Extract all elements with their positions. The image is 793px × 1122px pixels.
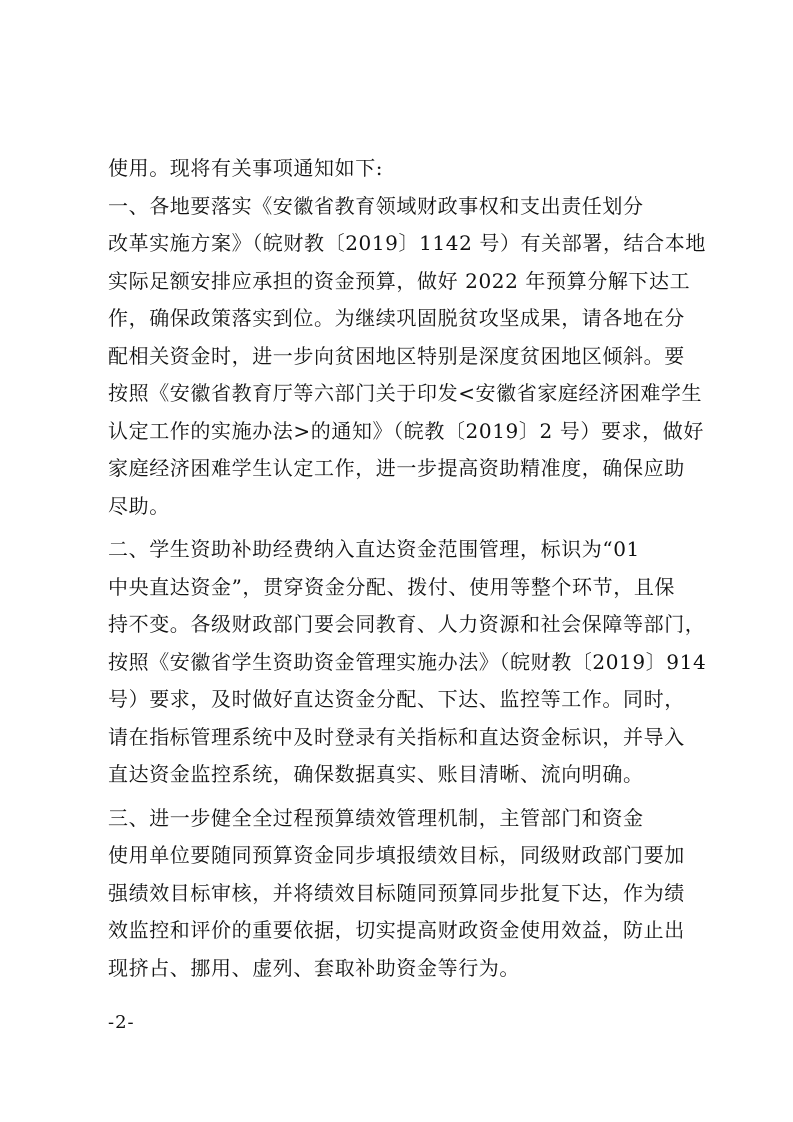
para2-line: 请在指标管理系统中及时登录有关指标和直达资金标识，并导入 [108, 724, 685, 749]
para3-line: 三、进一步健全全过程预算绩效管理机制，主管部门和资金 [108, 805, 644, 830]
para3-line: 现挤占、挪用、虚列、套取补助资金等行为。 [108, 955, 520, 980]
para1-line: 一、各地要落实《安徽省教育领域财政事权和支出责任划分 [108, 193, 644, 218]
para1-line: 认定工作的实施办法>的通知》（皖教〔2019〕2 号）要求，做好 [108, 418, 704, 443]
intro-line: 使用。现将有关事项通知如下: [108, 156, 384, 180]
para1-line: 家庭经济困难学生认定工作，进一步提高资助精准度，确保应助 [108, 456, 685, 480]
para1-line: 按照《安徽省教育厅等六部门关于印发<安徽省家庭经济困难学生 [108, 381, 703, 405]
para2-line: 号）要求，及时做好直达资金分配、下达、监控等工作。同时， [108, 687, 685, 711]
para1-line: 实际足额安排应承担的资金预算，做好 2022 年预算分解下达工 [108, 268, 691, 293]
page-number: -2- [108, 1012, 135, 1033]
para1-line: 尽助。 [108, 493, 170, 518]
para2-line: 中央直达资金”，贯穿资金分配、拨付、使用等整个环节，且保 [108, 574, 676, 599]
para1-line: 配相关资金时，进一步向贫困地区特别是深度贫困地区倾斜。要 [108, 343, 685, 368]
document-body [108, 150, 707, 987]
para2-line: 按照《安徽省学生资助资金管理实施办法》（皖财教〔2019〕914 [108, 649, 707, 674]
para3-line: 效监控和评价的重要依据，切实提高财政资金使用效益，防止出 [108, 918, 685, 942]
para3-line: 强绩效目标审核，并将绩效目标随同预算同步批复下达，作为绩 [108, 880, 685, 905]
para2-line: 持不变。各级财政部门要会同教育、人力资源和社会保障等部门， [108, 612, 706, 636]
para3-line: 使用单位要随同预算资金同步填报绩效目标，同级财政部门要加 [108, 843, 685, 867]
para1-line: 改革实施方案》（皖财教〔2019〕1142 号）有关部署，结合本地 [108, 231, 706, 255]
para1-line: 作，确保政策落实到位。为继续巩固脱贫攻坚成果，请各地在分 [108, 306, 685, 330]
para2-line: 直达资金监控系统，确保数据真实、账目清晰、流向明确。 [108, 762, 644, 786]
para2-line: 二、学生资助补助经费纳入直达资金范围管理，标识为“01 [108, 537, 640, 561]
